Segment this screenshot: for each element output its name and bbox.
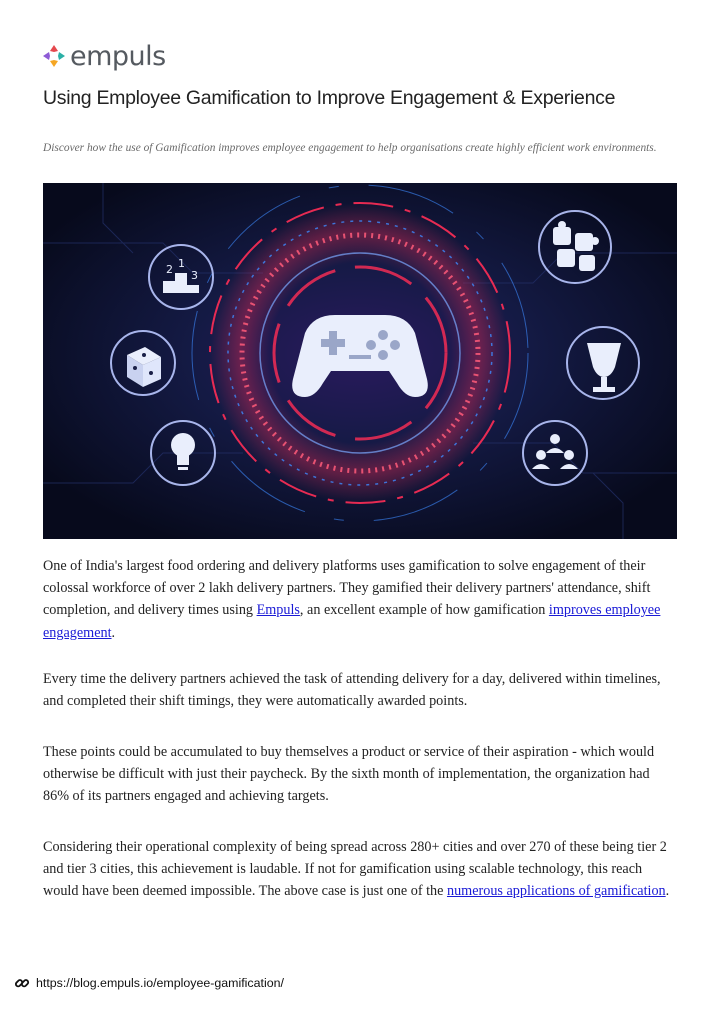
paragraph-1 — [43, 555, 679, 644]
numerous-applications-link[interactable]: numerous applications of gamification — [446, 883, 666, 900]
paragraph-2: Every time the delivery partners achieved the task of attending delivery for a day, delivered within timelines, and completed their shift timings, they were automatically awarded points. — [43, 671, 661, 710]
brand-logo[interactable] — [42, 40, 166, 72]
link-icon — [14, 975, 30, 991]
podium-number: 1 — [178, 257, 185, 270]
paragraph-text: . — [665, 883, 670, 900]
empuls-link[interactable]: Empuls — [256, 602, 300, 619]
podium-number: 2 — [166, 263, 173, 276]
paragraph-3: These points could be accumulated to buy themselves a product or service of their aspiration - which would otherwise be difficult with just their paycheck. By the sixth month of implementation, the organization had 86% of its partners engaged and achieving targets. — [43, 744, 655, 805]
paragraph-text: . — [111, 624, 116, 641]
empuls-logo-icon — [42, 44, 66, 68]
article-title: Using Employee Gamification to Improve Engagement & Experience — [43, 87, 616, 109]
improves-employee-engagement-link[interactable]: improves employee engagement — [43, 602, 661, 641]
paragraph-4 — [43, 836, 679, 903]
brand-name: empuls — [70, 40, 166, 72]
podium-number: 3 — [191, 269, 198, 282]
article-subtitle: Discover how the use of Gamification improves employee engagement to help organisations create highly efficient work environments. — [43, 142, 657, 154]
source-url[interactable] — [14, 975, 284, 991]
paragraph-text: , an excellent example of how gamification — [299, 602, 549, 619]
source-url-text: https://blog.empuls.io/employee-gamification/ — [36, 976, 284, 990]
paragraph-text: One of India's largest food ordering and delivery platforms uses gamification to solve engagement of their colossal workforce of over 2 lakh delivery partners. They gamified their delivery partners' attendance, shift completion, and delivery times using — [43, 558, 651, 619]
paragraph-text: Considering their operational complexity of being spread across 280+ cities and over 270 of these being tier 2 and tier 3 cities, this achievement is laudable. If not for gamification using scalable technology, this reach would have been deemed impossible. The above case is just one of the — [43, 839, 667, 900]
hero-image — [43, 183, 677, 539]
